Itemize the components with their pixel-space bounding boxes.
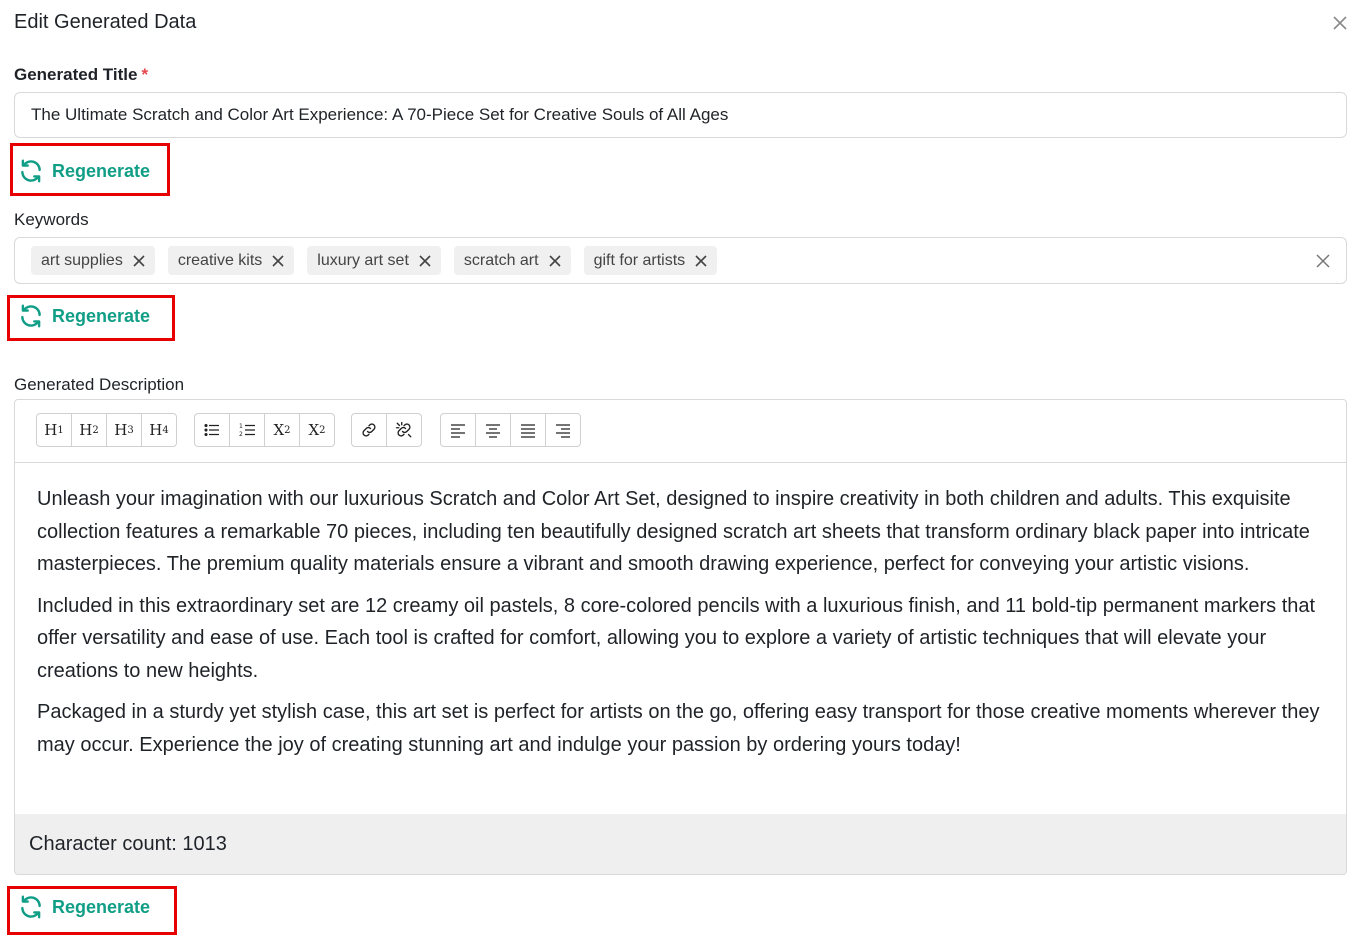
align-center-button[interactable]: [476, 414, 511, 446]
close-icon[interactable]: [1330, 13, 1350, 33]
description-paragraph: Unleash your imagination with our luxurious Scratch and Color Art Set, designed to inspire creativity in both children and adults. This exquisite collection features a remarkable 70 pieces, including ten beautifully designed scratch art sheets that transform ordinary black paper into intricate masterpieces. The premium quality materials ensure a vibrant and smooth drawing experience, perfect for conveying your artistic visions.: [37, 488, 1310, 575]
numbered-list-button[interactable]: [230, 414, 265, 446]
refresh-icon: [18, 303, 44, 329]
regenerate-label: Regenerate: [52, 305, 151, 326]
title-input[interactable]: [14, 92, 1347, 138]
refresh-icon: [18, 894, 44, 920]
keyword-tag: [307, 246, 441, 275]
align-center-icon: [484, 421, 502, 439]
keyword-tag: [168, 246, 294, 275]
keyword-tag-label: art supplies: [41, 251, 123, 269]
bullet-list-icon: [203, 421, 221, 439]
align-justify-icon: [519, 421, 537, 439]
remove-tag-icon[interactable]: [549, 255, 561, 267]
keywords-label: Keywords: [14, 210, 89, 229]
remove-tag-icon[interactable]: [419, 255, 431, 267]
align-left-icon: [449, 421, 467, 439]
character-count: Character count: 1013: [15, 814, 1346, 874]
keyword-tag-label: luxury art set: [317, 251, 409, 269]
align-right-icon: [554, 421, 572, 439]
h3-button[interactable]: H 3: [107, 414, 142, 446]
unlink-icon: [395, 421, 413, 439]
title-label-text: Generated Title: [14, 65, 138, 84]
regenerate-label: Regenerate: [52, 160, 151, 181]
clear-all-icon[interactable]: [1316, 254, 1330, 268]
required-mark: *: [141, 65, 149, 84]
description-paragraph: Included in this extraordinary set are 12 creamy oil pastels, 8 core-colored pencils with a luxurious finish, and 11 bold-tip permanent markers that offer versatility and ease of use. Each tool is crafted for comfort, allowing you to explore a variety of artistic techniques that will elevate your creations to new heights.: [37, 594, 1316, 682]
subscript-button[interactable]: X 2: [265, 414, 300, 446]
regenerate-keywords-button[interactable]: [18, 303, 150, 329]
remove-tag-icon[interactable]: [695, 255, 707, 267]
keyword-tag-label: creative kits: [177, 251, 263, 269]
keyword-tag: [454, 246, 571, 275]
keywords-select[interactable]: [14, 237, 1347, 284]
editor-toolbar: [15, 400, 1346, 463]
align-left-button[interactable]: [441, 414, 476, 446]
regenerate-label: Regenerate: [52, 896, 151, 917]
bullet-list-button[interactable]: [195, 414, 230, 446]
align-right-button[interactable]: [546, 414, 580, 446]
heading-group: [36, 413, 177, 447]
remove-tag-icon[interactable]: [133, 255, 145, 267]
h2-button[interactable]: H 2: [72, 414, 107, 446]
rich-text-editor: [14, 399, 1347, 875]
description-label: Generated Description: [14, 375, 185, 394]
align-group: [440, 413, 581, 447]
numbered-list-icon: [238, 421, 256, 439]
link-group: [351, 413, 422, 447]
svg-text:2: 2: [239, 431, 243, 438]
keyword-tag: [584, 246, 718, 275]
regenerate-description-button[interactable]: [18, 894, 150, 920]
superscript-button[interactable]: X 2: [308, 421, 326, 439]
refresh-icon: [18, 158, 44, 184]
unlink-button[interactable]: [387, 414, 421, 446]
align-justify-button[interactable]: [511, 414, 546, 446]
keyword-tag-label: scratch art: [463, 251, 539, 269]
description-paragraph: Packaged in a sturdy yet stylish case, this art set is perfect for artists on the go, offering easy transport for those creative moments wherever they may occur. Experience the joy of creating stunning art and indulge your passion by ordering yours today!: [37, 701, 1320, 756]
regenerate-title-button[interactable]: [18, 158, 150, 184]
svg-text:1: 1: [239, 423, 243, 430]
keyword-tag-label: gift for artists: [593, 251, 686, 269]
title-label: [14, 65, 148, 85]
editor-content[interactable]: [15, 463, 1346, 761]
h4-button[interactable]: H 4: [149, 421, 169, 439]
link-button[interactable]: [352, 414, 387, 446]
modal-title: Edit Generated Data: [14, 11, 197, 33]
remove-tag-icon[interactable]: [272, 255, 284, 267]
list-script-group: [194, 413, 335, 447]
link-icon: [360, 421, 378, 439]
keyword-tag: [31, 246, 155, 275]
h1-button[interactable]: H 1: [37, 414, 72, 446]
